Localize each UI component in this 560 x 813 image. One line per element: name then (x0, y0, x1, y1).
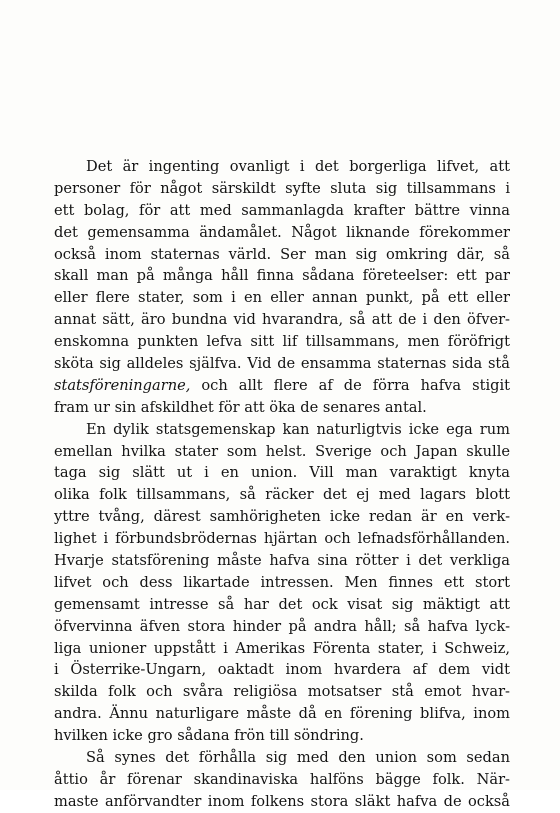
italic-term: statsföreningarne, (54, 376, 191, 394)
text-line: Det är ingenting ovanligt i det borgerliga lifvet, att (86, 158, 510, 175)
text-line: personer för något särskildt syfte sluta sig tillsammans i (54, 179, 510, 197)
text-line: emellan hvilka stater som helst. Sverige och Japan skulle (54, 442, 510, 460)
text-line-rest: och allt flere af de förra hafva stigit (190, 376, 510, 394)
text-line: taga sig slätt ut i en union. Vill man varaktigt knyta (54, 464, 510, 482)
text-line: lighet i förbundsbrödernas hjärtan och lefnadsförhållanden. (54, 530, 510, 548)
text-line: sköta sig alldeles själfva. Vid de ensamma staternas sida stå (54, 355, 510, 373)
text-line: i Österrike-Ungarn, oaktadt inom hvardera af dem vidt (54, 661, 510, 679)
text-line: olika folk tillsammans, så räcker det ej med lagars blott (54, 486, 510, 504)
text-line: skall man på många håll finna sådana företeelser: ett par (54, 267, 510, 285)
text-line: andra. Ännu naturligare måste då en förening blifva, inom (54, 705, 510, 723)
text-line: gemensamt intresse så har det ock visat sig mäktigt att (54, 595, 510, 613)
text-line: liga unioner uppstått i Amerikas Förenta stater, i Schweiz, (54, 639, 510, 657)
text-line: yttre tvång, därest samhörigheten icke redan är en verk- (54, 508, 510, 526)
text-line: eller flere stater, som i en eller annan punkt, på ett eller (54, 289, 510, 307)
text-line: hvilken icke gro sådana frön till söndring. (54, 727, 364, 745)
text-line: öfvervinna äfven stora hinder på andra håll; så hafva lyck- (54, 617, 510, 635)
text-line: skilda folk och svåra religiösa motsatser stå emot hvar- (54, 683, 510, 701)
text-line: också inom staternas värld. Ser man sig omkring där, så (54, 245, 510, 263)
text-line: En dylik statsgemenskap kan naturligtvis icke ega rum (86, 420, 510, 438)
text-line (54, 375, 510, 397)
text-line: maste anförvandter inom folkens stora släkt hafva de också (54, 792, 510, 810)
text-line: åttio år förenar skandinaviska halföns bägge folk. När- (54, 770, 510, 788)
text-line: det gemensamma ändamålet. Något liknande förekommer (54, 223, 510, 241)
text-line: lifvet och dess likartade intressen. Men finnes ett stort (54, 573, 510, 591)
body-text (54, 156, 510, 813)
text-line: Så synes det förhålla sig med den union som sedan (86, 749, 510, 767)
text-line: Hvarje statsförening måste hafva sina rötter i det verkliga (54, 552, 510, 570)
text-line: ett bolag, för att med sammanlagda krafter bättre vinna (54, 201, 510, 219)
text-line: fram ur sin afskildhet för att öka de senares antal. (54, 398, 427, 416)
text-line: annat sätt, äro bundna vid hvarandra, så att de i den öfver- (54, 311, 510, 329)
text-line: enskomna punkten lefva sitt lif tillsammans, men föröfrigt (54, 333, 510, 351)
